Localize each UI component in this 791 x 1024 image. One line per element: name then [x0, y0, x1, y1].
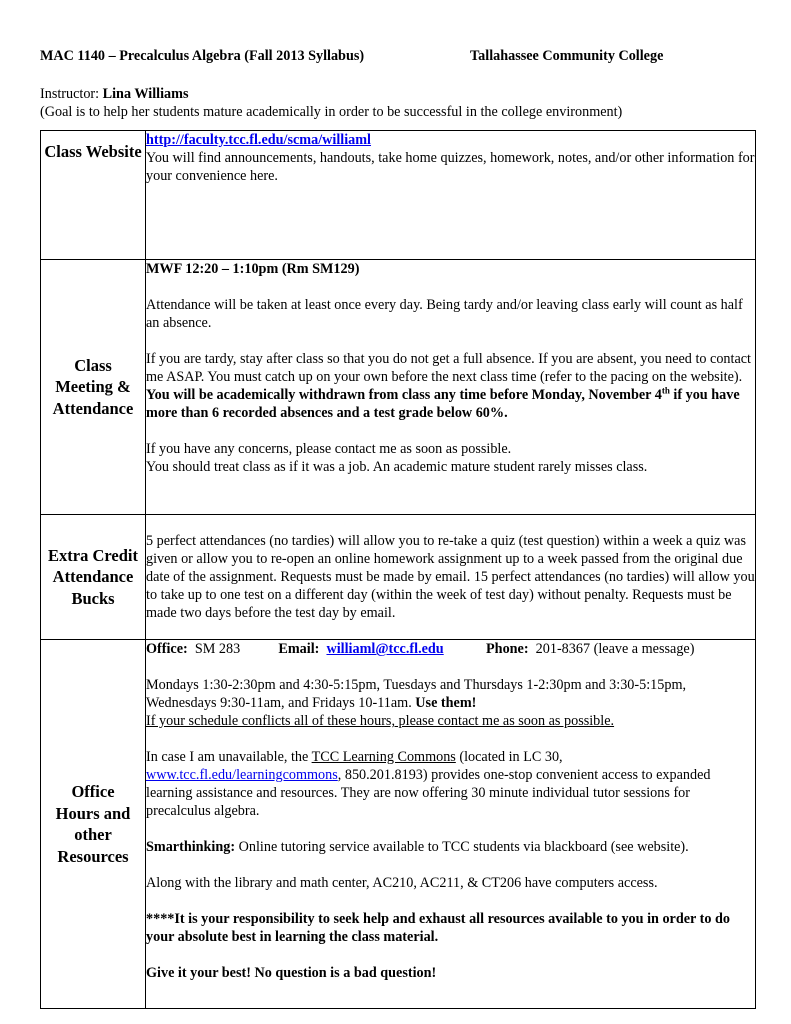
- website-text: You will find announcements, handouts, take home quizzes, homework, notes, and/or other information for your convenience here.: [146, 150, 755, 184]
- office-hours-text: Mondays 1:30-2:30pm and 4:30-5:15pm, Tuesdays and Thursdays 1-2:30pm and 3:30-5:15pm, Wednesdays 9:30-11am, and Fridays 10-11am. Use them!: [146, 677, 687, 711]
- give-best-text: Give it your best! No question is a bad question!: [146, 965, 437, 981]
- cell-website: [146, 131, 756, 260]
- office-room: SM 283: [194, 641, 241, 657]
- instructor-name: Lina Williams: [102, 86, 189, 102]
- attendance-p1: Attendance will be taken at least once every day. Being tardy and/or leaving class early will count as half an absence.: [146, 297, 743, 331]
- learning-commons-link[interactable]: TCC Learning Commons: [311, 749, 456, 765]
- goal-text: (Goal is to help her students mature academically in order to be successful in the college environment): [40, 104, 623, 120]
- learning-commons-url[interactable]: www.tcc.fl.edu/learningcommons: [146, 767, 338, 783]
- row-office: [41, 640, 756, 1009]
- cell-meeting: [146, 260, 756, 515]
- email-link[interactable]: williaml@tcc.fl.edu: [326, 641, 444, 657]
- row-meeting: [41, 260, 756, 515]
- syllabus-page: [40, 47, 756, 981]
- heading-extra-credit: Extra Credit Attendance Bucks: [41, 515, 146, 640]
- heading-website: Class Website: [41, 131, 146, 260]
- heading-office: Office Hours and other Resources: [41, 640, 146, 1009]
- course-title: MAC 1140 – Precalculus Algebra (Fall 2013 Syllabus): [40, 48, 365, 64]
- extra-credit-text: 5 perfect attendances (no tardies) will allow you to re-take a quiz (test question) within a week a quiz was given or allow you to re-open an online homework assignment up to a week passed from the original due date of the assignment. Requests must be made by email. 15 perfect attendances (no tardies) will allow you to take up to one test on a different day (within the week of test day) without penalty. Requests must be made two days before the test day by email.: [146, 533, 755, 621]
- instructor-label: Instructor:: [40, 86, 100, 102]
- contact-line: Office: SM 283 Email: williaml@tcc.fl.edu Phone: 201-8367 (leave a message): [146, 641, 695, 657]
- title-row: [40, 47, 756, 65]
- withdraw-warning: You will be academically withdrawn from class any time before Monday, November 4th if you have more than 6 recorded absences and a test grade below 60%.: [146, 385, 740, 421]
- phone-number: 201-8367 (leave a message): [535, 641, 695, 657]
- website-link[interactable]: http://faculty.tcc.fl.edu/scma/williaml: [146, 132, 372, 148]
- cell-extra-credit: [146, 515, 756, 640]
- meeting-schedule: MWF 12:20 – 1:10pm (Rm SM129): [146, 261, 360, 277]
- attendance-p2: If you are tardy, stay after class so that you do not get a full absence. If you are absent, you need to contact me ASAP. You must catch up on your own before the next class time (refer to the pacing on the website).: [146, 351, 751, 385]
- computer-access-text: Along with the library and math center, AC210, AC211, & CT206 have computers access.: [146, 875, 658, 891]
- learning-commons-text: In case I am unavailable, the TCC Learning Commons (located in LC 30, www.tcc.fl.edu/learningcommons, 850.201.8193) provides one-stop convenient access to expanded learning assistance and resources. They are now offering 30 minute individual tutor sessions for precalculus algebra.: [146, 749, 711, 819]
- row-website: [41, 131, 756, 260]
- cell-office: [146, 640, 756, 1009]
- row-extra-credit: [41, 515, 756, 640]
- instructor-line: [40, 85, 756, 103]
- college-name: Tallahassee Community College: [470, 48, 664, 64]
- treat-as-job-text: You should treat class as if it was a job. An academic mature student rarely misses class.: [146, 459, 648, 475]
- heading-meeting: Class Meeting & Attendance: [41, 260, 146, 515]
- schedule-conflict-text: If your schedule conflicts all of these hours, please contact me as soon as possible.: [146, 713, 615, 729]
- responsibility-text: ****It is your responsibility to seek help and exhaust all resources available to you in order to do your absolute best in learning the class material.: [146, 911, 730, 945]
- syllabus-table: [40, 130, 756, 1009]
- smarthinking-text: Smarthinking: Online tutoring service available to TCC students via blackboard (see website).: [146, 839, 689, 855]
- concerns-text: If you have any concerns, please contact me as soon as possible.: [146, 441, 512, 457]
